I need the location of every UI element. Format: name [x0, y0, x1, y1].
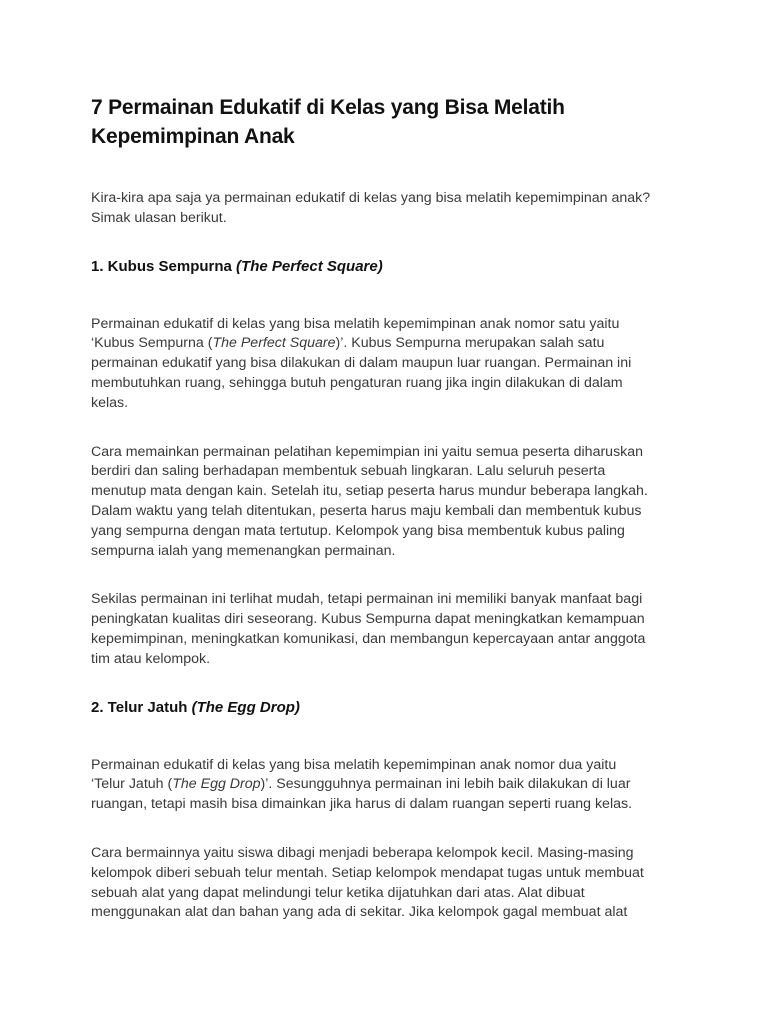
text-line: peningkatan kualitas diri seseorang. Kubus Sempurna dapat meningkatkan kemampuan — [91, 611, 645, 628]
heading-italic: (The Egg Drop) — [191, 698, 300, 716]
text-line: berdiri dan saling berhadapan membentuk sebuah lingkaran. Lalu seluruh peserta — [91, 463, 606, 480]
section-heading-telur-jatuh — [91, 698, 691, 718]
text-line: Cara memainkan permainan pelatihan kepemimpian ini yaitu semua peserta diharuskan — [91, 443, 644, 460]
article-title — [91, 93, 691, 151]
text-line: Permainan edukatif di kelas yang bisa melatih kepemimpinan anak nomor dua yaitu — [91, 756, 617, 773]
text-line: )’. Kubus Sempurna merupakan salah satu — [335, 335, 605, 352]
text-line: sempurna ialah yang memenangkan permainan. — [91, 542, 396, 559]
section-heading-kubus-sempurna — [91, 257, 691, 277]
text-line: Kira-kira apa saja ya permainan edukatif di kelas yang bisa melatih kepemimpinan anak? — [91, 190, 651, 206]
section1-paragraph-3 — [91, 590, 691, 669]
text-line: yang sempurna dengan mata tertutup. Kelompok yang bisa membentuk kubus paling — [91, 522, 625, 539]
text-line: Sekilas permainan ini terlihat mudah, tetapi permainan ini memiliki banyak manfaat bagi — [91, 591, 643, 608]
text-line: sebuah alat yang dapat melindungi telur ketika dijatuhkan dari atas. Alat dibuat — [91, 884, 585, 901]
section1-paragraph-1 — [91, 315, 691, 414]
text-line: ruangan, tetapi masih bisa dimainkan jika harus di dalam ruangan seperti ruang kelas. — [91, 796, 633, 813]
text-line: permainan edukatif yang bisa dilakukan di dalam maupun luar ruangan. Permainan ini — [91, 355, 632, 372]
section2-paragraph-1 — [91, 756, 691, 815]
text-line: ‘Telur Jatuh ( — [91, 776, 173, 793]
section2-paragraph-2 — [91, 844, 691, 923]
text-line: menggunakan alat dan bahan yang ada di sekitar. Jika kelompok gagal membuat alat — [91, 904, 628, 921]
article-body — [91, 93, 691, 923]
section1-paragraph-2 — [91, 443, 691, 562]
italic-text: The Egg Drop — [172, 776, 261, 793]
text-line: tim atau kelompok. — [91, 650, 211, 667]
text-line: kelas. — [91, 394, 129, 411]
italic-text: The Perfect Square — [212, 335, 336, 352]
intro-paragraph — [91, 189, 691, 229]
title-line: Kepemimpinan Anak — [91, 125, 295, 148]
text-line: menutup mata dengan kain. Setelah itu, setiap peserta harus mundur beberapa langkah. — [91, 483, 648, 500]
text-line: )’. Sesungguhnya permainan ini lebih baik dilakukan di luar — [260, 776, 631, 793]
text-line: Permainan edukatif di kelas yang bisa melatih kepemimpinan anak nomor satu yaitu — [91, 315, 620, 332]
heading-text: 1. Kubus Sempurna — [91, 257, 237, 275]
text-line: Simak ulasan berikut. — [91, 209, 227, 226]
text-line: ‘Kubus Sempurna ( — [91, 335, 213, 352]
title-line: 7 Permainan Edukatif di Kelas yang Bisa Melatih — [91, 96, 565, 119]
text-line: Cara bermainnya yaitu siswa dibagi menjadi beberapa kelompok kecil. Masing-masing — [91, 844, 634, 861]
text-line: membutuhkan ruang, sehingga butuh pengaturan ruang jika ingin dilakukan di dalam — [91, 374, 623, 391]
text-line: kepemimpinan, meningkatkan komunikasi, dan membangun kepercayaan antar anggota — [91, 630, 646, 647]
text-line: kelompok diberi sebuah telur mentah. Setiap kelompok mendapat tugas untuk membuat — [91, 864, 644, 881]
text-line: Dalam waktu yang telah ditentukan, peserta harus maju kembali dan membentuk kubus — [91, 502, 642, 519]
heading-text: 2. Telur Jatuh — [91, 698, 192, 716]
heading-italic: (The Perfect Square) — [236, 257, 383, 275]
